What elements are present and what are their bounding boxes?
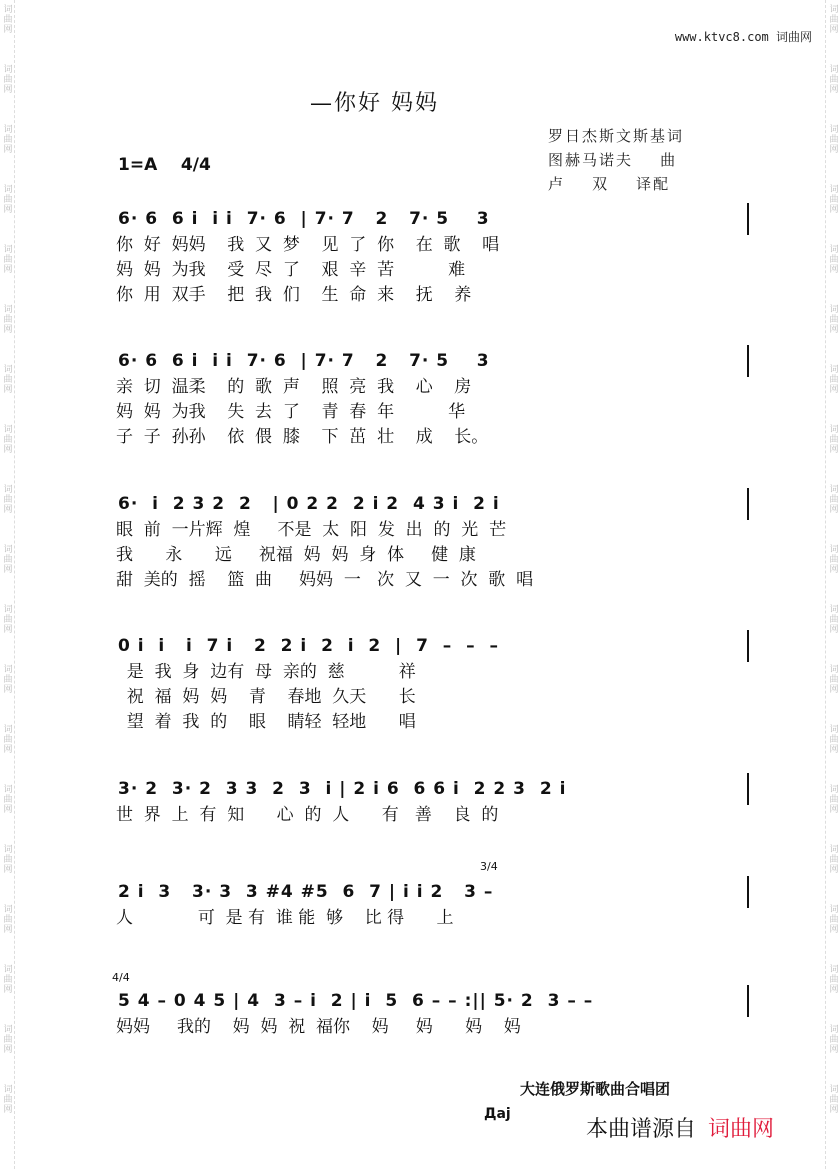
notation-row — [112, 488, 757, 518]
lyric-verse-3: 望 着 我 的 眼 睛轻 轻地 唱 — [116, 712, 416, 732]
notation: 6· 6 6 i i i 7· 6 | 7· 7 2 7· 5 3 — [118, 351, 490, 371]
watermark-text: 词曲网 — [3, 1085, 13, 1115]
lyric-verse-3: 你 用 双手 把 我 们 生 命 来 抚 养 — [116, 285, 472, 305]
score-line-7 — [112, 971, 757, 1040]
watermark-text: 词曲网 — [3, 485, 13, 515]
watermark-text: 词曲网 — [3, 845, 13, 875]
lyric-verse-1: 人 可 是 有 谁 能 够 比 得 上 — [116, 908, 454, 928]
lyric-verse-1: 亲 切 温柔 的 歌 声 照 亮 我 心 房 — [116, 377, 472, 397]
watermark-text: 词曲网 — [3, 425, 13, 455]
source-footer — [586, 1112, 774, 1143]
lyric-verse-1: 是 我 身 边有 母 亲的 慈 祥 — [116, 662, 416, 682]
source-brand-link[interactable]: 词曲网 — [708, 1117, 775, 1142]
watermark-text: 词曲网 — [829, 545, 839, 575]
notation: 3· 2 3· 2 3 3 2 3 i | 2 i 6 6 6 i 2 2 3 2 i — [118, 779, 567, 799]
watermark-text: 词曲网 — [3, 245, 13, 275]
watermark-text: 词曲网 — [3, 605, 13, 635]
watermark-text: 词曲网 — [3, 785, 13, 815]
notation-row — [112, 203, 757, 233]
watermark-text: 词曲网 — [829, 425, 839, 455]
notation: 6· i 2 3 2 2 | 0 2 2 2 i 2 4 3 i 2 i — [118, 494, 500, 514]
notation: 2 i 3 3· 3 3 #4 #5 6 7 | i i 2 3 – — [118, 882, 494, 902]
watermark-text: 词曲网 — [829, 1025, 839, 1055]
score-line-5 — [112, 773, 757, 828]
credits — [548, 124, 684, 196]
lyric-verse-2: 妈 妈 为我 失 去 了 青 春 年 华 — [116, 402, 466, 422]
watermark-text: 词曲网 — [829, 1085, 839, 1115]
notation-row — [112, 773, 757, 803]
lyric-verse-3: 子 子 孙孙 依 偎 膝 下 茁 壮 成 长。 — [116, 427, 489, 447]
score-line-4 — [112, 630, 757, 735]
lyric-verse-1: 你 好 妈妈 我 又 梦 见 了 你 在 歌 唱 — [116, 235, 500, 255]
barline — [747, 630, 749, 662]
barline — [747, 876, 749, 908]
lyric-verse-2: 祝 福 妈 妈 青 春地 久天 长 — [116, 687, 416, 707]
watermark-strip-left — [0, 0, 15, 1169]
watermark-text: 词曲网 — [3, 125, 13, 155]
watermark-text: 词曲网 — [829, 5, 839, 35]
watermark-text: 词曲网 — [3, 365, 13, 395]
time-signature-3-4: 3/4 — [480, 860, 498, 873]
barline — [747, 203, 749, 235]
watermark-text: 词曲网 — [829, 365, 839, 395]
score-line-1 — [112, 203, 757, 308]
watermark-text: 词曲网 — [829, 485, 839, 515]
watermark-text: 词曲网 — [3, 305, 13, 335]
watermark-text: 词曲网 — [829, 785, 839, 815]
watermark-text: 词曲网 — [3, 65, 13, 95]
lyric-verse-1: 世 界 上 有 知 心 的 人 有 善 良 的 — [116, 805, 499, 825]
site-url[interactable]: www.ktvc8.com 词曲网 — [674, 30, 812, 44]
watermark-text: 词曲网 — [829, 905, 839, 935]
notation-row — [112, 345, 757, 375]
watermark-text: 词曲网 — [3, 185, 13, 215]
watermark-text: 词曲网 — [829, 185, 839, 215]
watermark-text: 词曲网 — [3, 725, 13, 755]
watermark-text: 词曲网 — [3, 545, 13, 575]
watermark-text: 词曲网 — [3, 905, 13, 935]
lyricist-credit: 罗日杰斯文斯基词 — [548, 127, 685, 145]
score-line-3 — [112, 488, 757, 593]
barline — [747, 488, 749, 520]
lyric-verse-2: 妈 妈 为我 受 尽 了 艰 辛 苦 难 — [116, 260, 466, 280]
translator-credit: 卢 双 译配 — [548, 175, 671, 193]
time-signature-4-4: 4/4 — [112, 971, 130, 984]
watermark-text: 词曲网 — [829, 605, 839, 635]
barline — [747, 985, 749, 1017]
notation-row — [112, 985, 757, 1015]
lyric-verse-1: 眼 前 一片辉 煌 不是 太 阳 发 出 的 光 芒 — [116, 520, 507, 540]
watermark-text: 词曲网 — [829, 725, 839, 755]
lyric-verse-1: 妈妈 我的 妈 妈 祝 福你 妈 妈 妈 妈 — [116, 1017, 521, 1037]
barline — [747, 773, 749, 805]
watermark-text: 词曲网 — [3, 5, 13, 35]
lyric-verse-3: 甜 美的 摇 篮 曲 妈妈 一 次 又 一 次 歌 唱 — [116, 570, 534, 590]
key-signature: 1=A 4/4 — [118, 155, 211, 175]
watermark-text: 词曲网 — [829, 65, 839, 95]
watermark-text: 词曲网 — [829, 245, 839, 275]
signature-mark: Дaj — [484, 1106, 511, 1122]
notation: 0 i i i 7 i 2 2 i 2 i 2 | 7 – – – — [118, 636, 499, 656]
choir-name: 大连俄罗斯歌曲合唱团 — [520, 1080, 671, 1098]
watermark-text: 词曲网 — [3, 665, 13, 695]
watermark-text: 词曲网 — [829, 125, 839, 155]
barline — [747, 345, 749, 377]
watermark-text: 词曲网 — [829, 665, 839, 695]
notation-row — [112, 630, 757, 660]
lyric-verse-2: 我 永 远 祝福 妈 妈 身 体 健 康 — [116, 545, 476, 565]
watermark-text: 词曲网 — [829, 965, 839, 995]
score-line-6 — [112, 860, 757, 931]
watermark-text: 词曲网 — [3, 1025, 13, 1055]
watermark-text: 词曲网 — [829, 305, 839, 335]
watermark-text: 词曲网 — [3, 965, 13, 995]
composer-credit: 图赫马诺夫 曲 — [548, 151, 678, 169]
source-prefix: 本曲谱源自 — [586, 1117, 697, 1142]
watermark-text: 词曲网 — [829, 845, 839, 875]
notation: 5 4 – 0 4 5 | 4 3 – i 2 | i 5 6 – – :|| 5· 2 3 – – — [118, 991, 594, 1011]
score-line-2 — [112, 345, 757, 450]
notation: 6· 6 6 i i i 7· 6 | 7· 7 2 7· 5 3 — [118, 209, 490, 229]
watermark-strip-right — [825, 0, 840, 1169]
song-title: —你好 妈妈 — [310, 91, 439, 116]
notation-row — [112, 876, 757, 906]
